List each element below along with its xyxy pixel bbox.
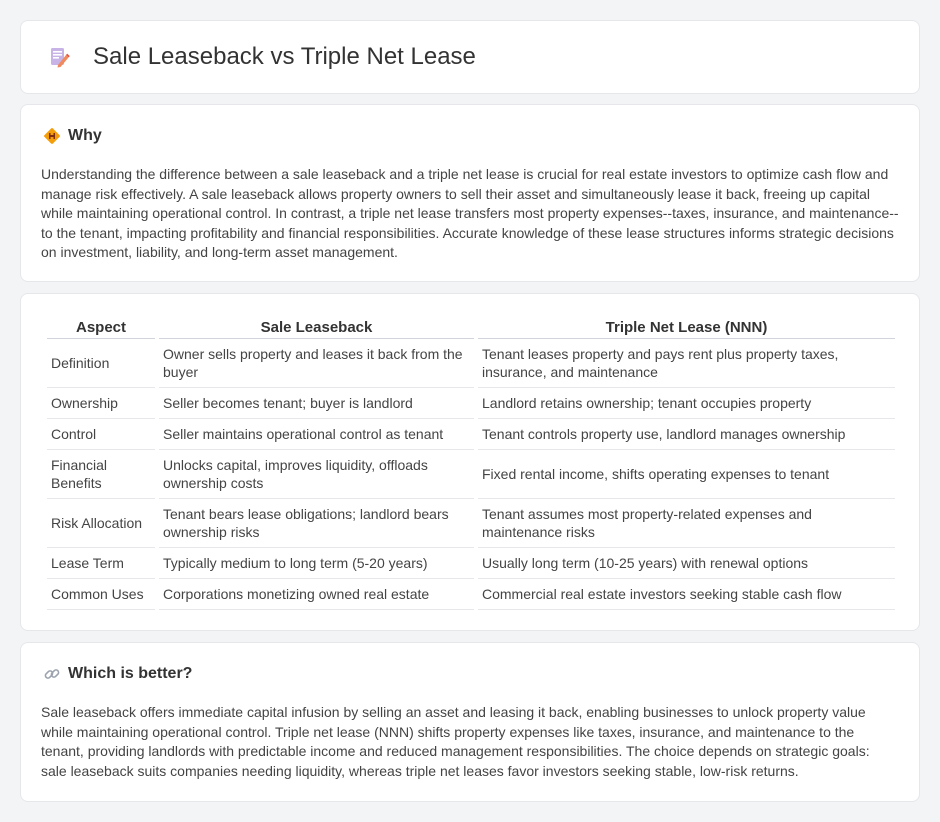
diamond-sign-icon [43, 127, 61, 145]
triple-net-cell: Usually long term (10-25 years) with renewal options [478, 548, 895, 579]
sale-leaseback-cell: Tenant bears lease obligations; landlord bears ownership risks [159, 499, 474, 548]
comparison-table [43, 314, 899, 610]
sale-leaseback-cell: Typically medium to long term (5-20 years) [159, 548, 474, 579]
better-heading-row [43, 665, 192, 683]
header-aspect: Aspect [47, 314, 155, 339]
triple-net-cell: Fixed rental income, shifts operating expenses to tenant [478, 450, 895, 499]
better-heading: Which is better? [68, 665, 193, 682]
sale-leaseback-cell: Owner sells property and leases it back from the buyer [159, 339, 474, 388]
title-card [20, 20, 920, 94]
triple-net-cell: Tenant assumes most property-related expenses and maintenance risks [478, 499, 895, 548]
table-row [47, 579, 895, 610]
table-row [47, 339, 895, 388]
table-row [47, 419, 895, 450]
sale-leaseback-cell: Seller becomes tenant; buyer is landlord [159, 388, 474, 419]
why-paragraph: Understanding the difference between a sale leaseback and a triple net lease is crucial for real estate investors to optimize cash flow and manage risk effectively. A sale leaseback allows property owners to sell their asset and simultaneously lease it back, freeing up capital while maintaining operational control. In contrast, a triple net lease transfers most property expenses--taxes, insurance, and maintenance--to the tenant, impacting profitability and financial responsibilities. Accurate knowledge of these lease structures informs strategic decisions on investment, liability, and long-term asset management. [41, 166, 899, 261]
document-edit-icon [47, 45, 71, 69]
why-heading-row [43, 127, 102, 145]
link-icon [43, 665, 61, 683]
table-row [47, 548, 895, 579]
why-heading: Why [68, 127, 102, 144]
aspect-cell: Lease Term [47, 548, 155, 579]
table-row [47, 450, 895, 499]
sale-leaseback-cell: Seller maintains operational control as tenant [159, 419, 474, 450]
table-header-row [47, 314, 895, 339]
aspect-cell: Risk Allocation [47, 499, 155, 548]
aspect-cell: Common Uses [47, 579, 155, 610]
header-triple-net-lease: Triple Net Lease (NNN) [478, 314, 895, 339]
aspect-cell: Control [47, 419, 155, 450]
triple-net-cell: Tenant leases property and pays rent plus property taxes, insurance, and maintenance [478, 339, 895, 388]
why-card [20, 104, 920, 282]
aspect-cell: Financial Benefits [47, 450, 155, 499]
title-row [21, 21, 919, 93]
table-row [47, 388, 895, 419]
aspect-cell: Definition [47, 339, 155, 388]
page-title: Sale Leaseback vs Triple Net Lease [93, 43, 476, 70]
triple-net-cell: Landlord retains ownership; tenant occupies property [478, 388, 895, 419]
better-paragraph: Sale leaseback offers immediate capital infusion by selling an asset and leasing it back, enabling businesses to unlock property value while maintaining operational control. Triple net lease (NNN) shifts property expenses like taxes, insurance, and maintenance to the tenant, providing landlords with predictable income and reduced management responsibilities. The choice depends on strategic goals: sale leaseback suits companies needing liquidity, whereas triple net leases favor investors seeking stable, low-risk returns. [41, 704, 870, 779]
sale-leaseback-cell: Corporations monetizing owned real estate [159, 579, 474, 610]
triple-net-cell: Commercial real estate investors seeking stable cash flow [478, 579, 895, 610]
comparison-card [20, 293, 920, 631]
table-row [47, 499, 895, 548]
header-sale-leaseback: Sale Leaseback [159, 314, 474, 339]
triple-net-cell: Tenant controls property use, landlord manages ownership [478, 419, 895, 450]
sale-leaseback-cell: Unlocks capital, improves liquidity, offloads ownership costs [159, 450, 474, 499]
aspect-cell: Ownership [47, 388, 155, 419]
which-is-better-card [20, 642, 920, 802]
